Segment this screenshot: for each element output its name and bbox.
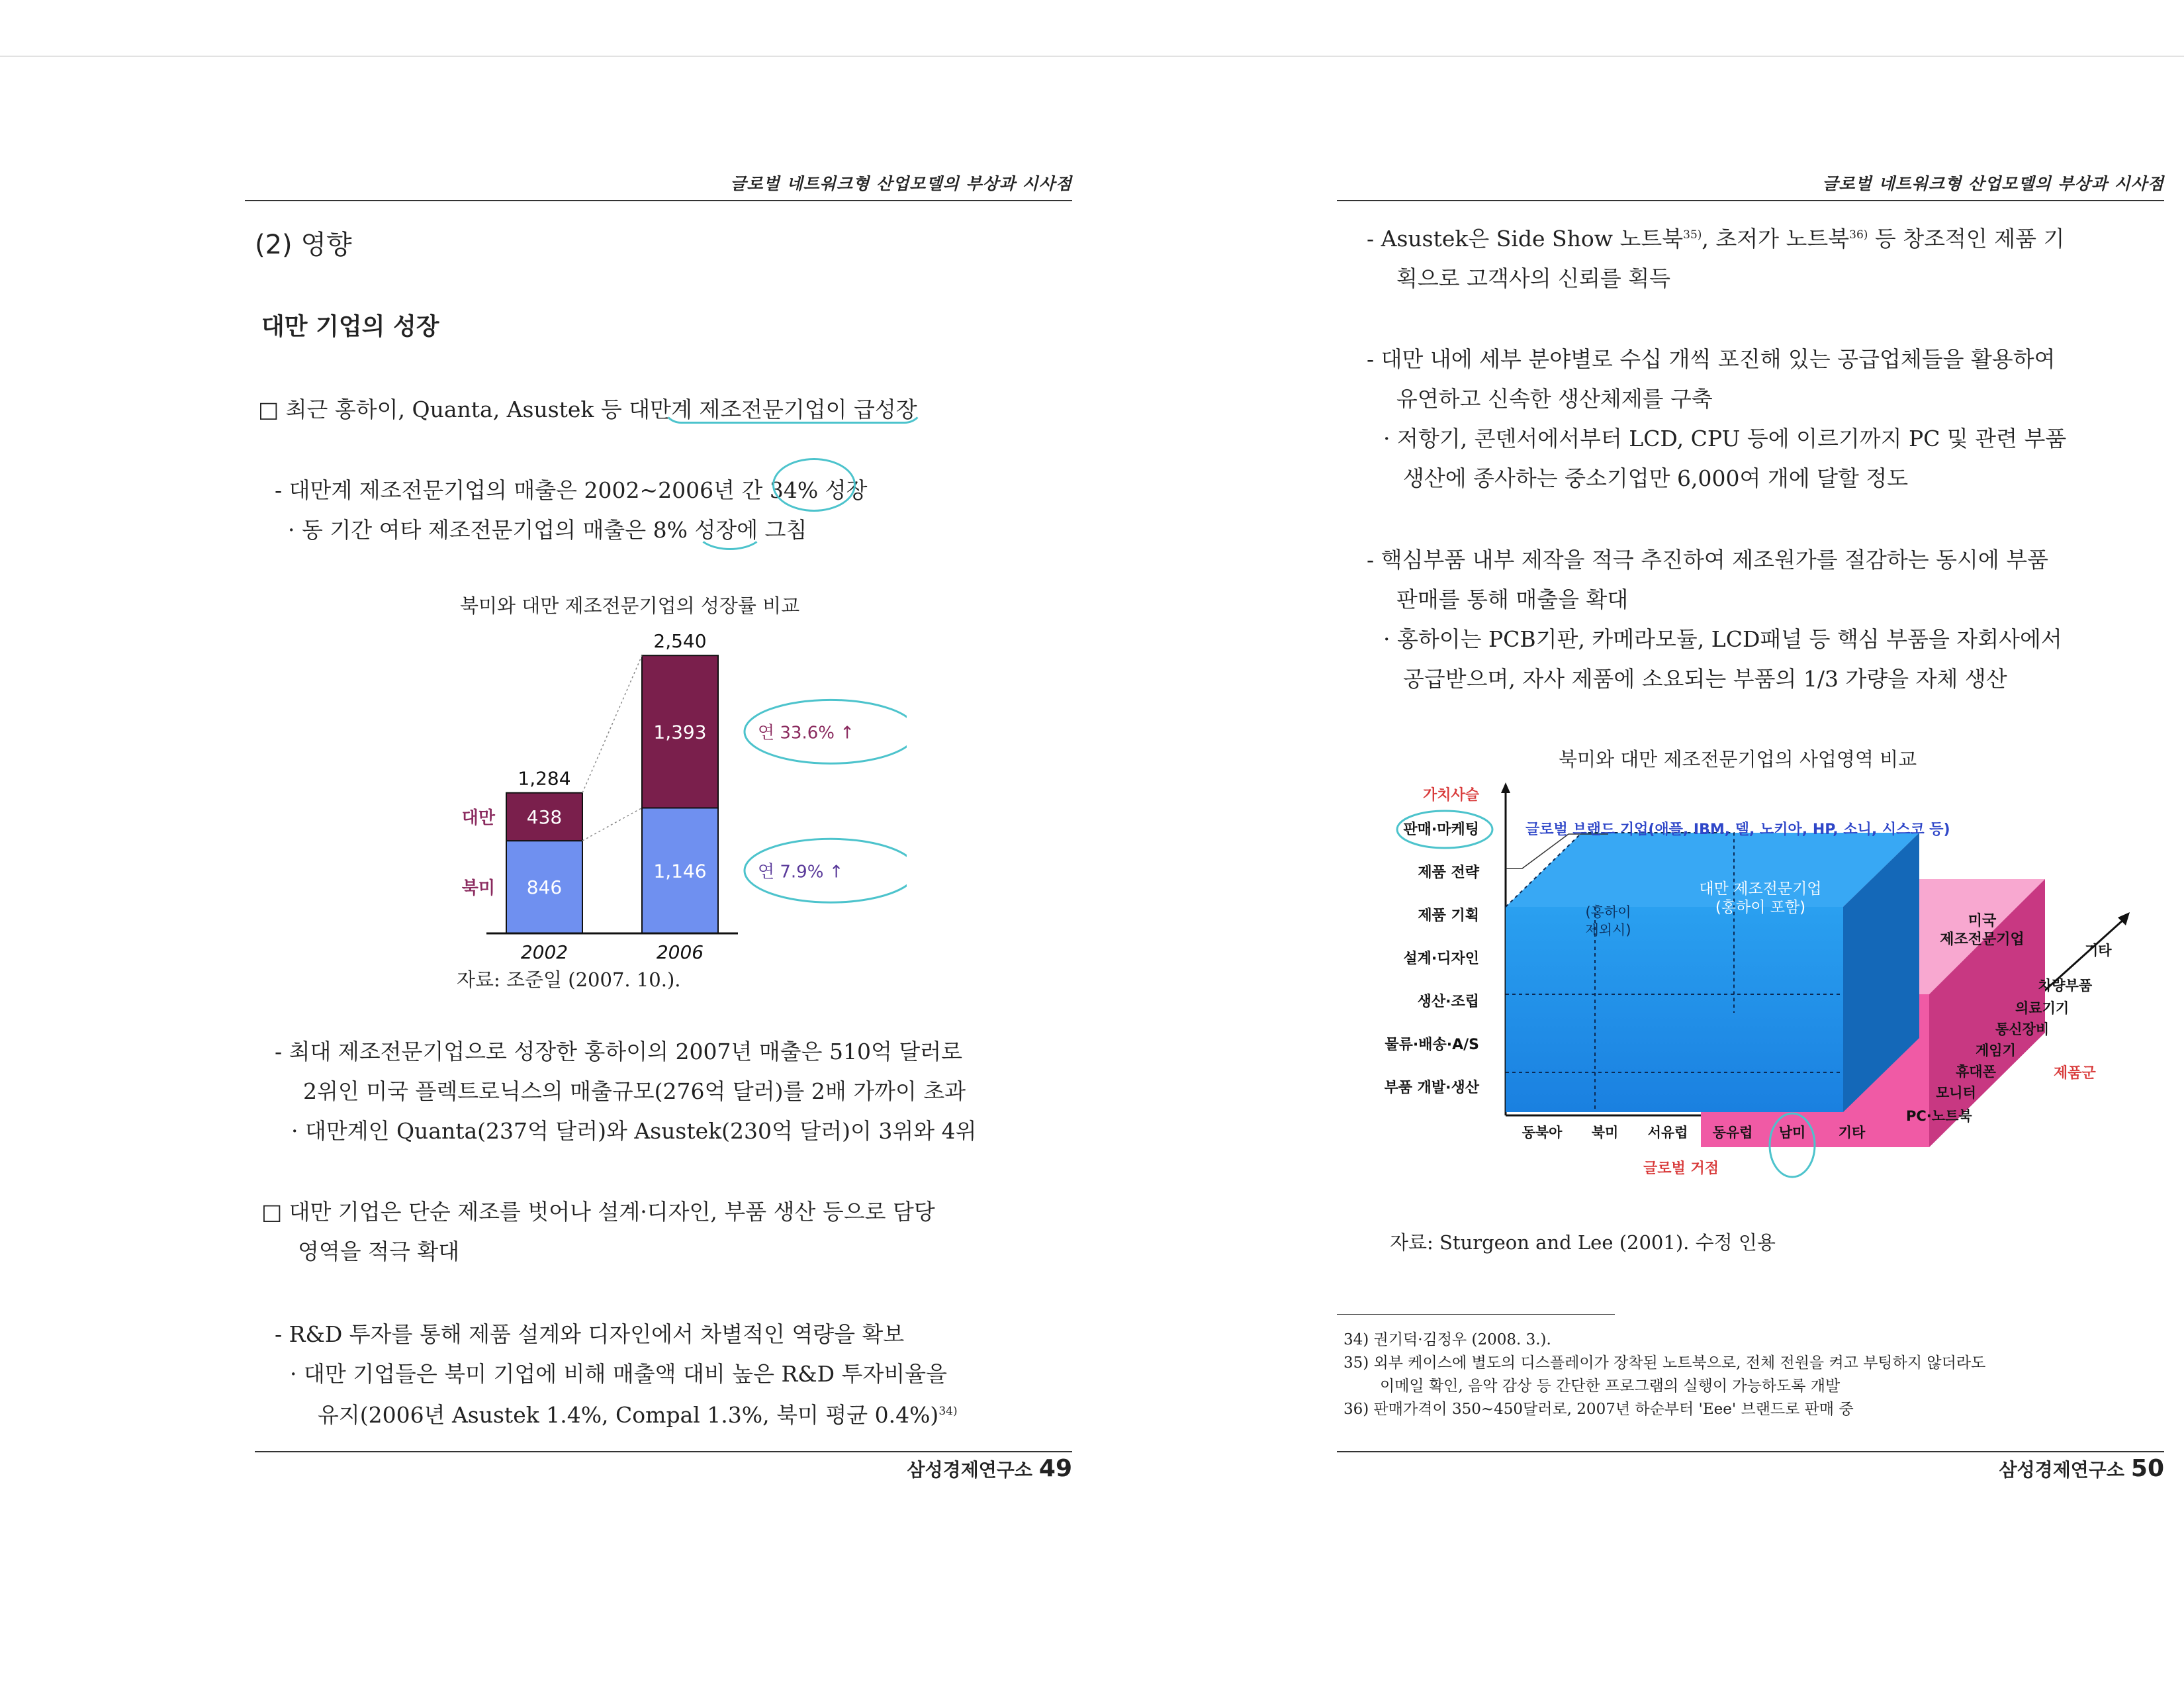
- ink-circle-34: [772, 458, 856, 512]
- taiwan-label: (홍하이 포함): [1715, 899, 1806, 916]
- footnote-rule: [1337, 1314, 1615, 1315]
- z-label: 휴대폰: [1956, 1064, 1996, 1080]
- x-label: 서유럽: [1647, 1125, 1688, 1141]
- total-label: 2,540: [653, 630, 707, 653]
- dot-paragraph: · 동 기간 여타 제조전문기업의 매출은 8% 성장에 그침: [288, 517, 807, 543]
- y-label: 판매·마케팅: [1403, 821, 1479, 838]
- paragraph-continuation: 유지(2006년 Asustek 1.4%, Compal 1.3%, 북미 평균 0.4%)$^{34)}$: [318, 1402, 958, 1428]
- dot-paragraph: · 홍하이는 PCB기판, 카메라모듈, LCD패널 등 핵심 부품을 자회사에서: [1383, 626, 2062, 652]
- running-header: 글로벌 네트워크형 산업모델의 부상과 시사점: [730, 174, 1072, 193]
- z-axis-title: 제품군: [2054, 1065, 2096, 1082]
- value-label-taiwan: 438: [526, 806, 563, 828]
- paragraph-continuation: 공급받으며, 자사 제품에 소요되는 부품의 1/3 가량을 자체 생산: [1403, 666, 2007, 692]
- dot-paragraph: · 대만 기업들은 북미 기업에 비해 매출액 대비 높은 R&D 투자비율을: [290, 1361, 948, 1387]
- page-footer: [1999, 1455, 2164, 1482]
- footnote: 이메일 확인, 음악 감상 등 간단한 프로그램의 실행이 가능하도록 개발: [1380, 1378, 1841, 1395]
- z-label: 모니터: [1936, 1085, 1976, 1101]
- dash-paragraph: - 핵심부품 내부 제작을 적극 추진하여 제조원가를 절감하는 동시에 부품: [1367, 547, 2049, 573]
- z-label: PC·노트북: [1906, 1108, 1972, 1124]
- paragraph-continuation: 생산에 종사하는 중소기업만 6,000여 개에 달할 정도: [1403, 465, 1909, 491]
- subsection-heading: 대만 기업의 성장: [261, 313, 439, 340]
- growth-label-taiwan: 연 33.6% ↑: [758, 723, 855, 743]
- footer-org: 삼성경제연구소: [907, 1459, 1032, 1481]
- y-label: 제품 기획: [1418, 908, 1479, 924]
- connector-line: [582, 808, 642, 841]
- y-label: 설계·디자인: [1403, 951, 1479, 967]
- header-rule: [245, 200, 1072, 201]
- footnote: 35) 외부 케이스에 별도의 디스플레이가 장착된 노트북으로, 전체 전원을 켜고 부팅하지 않더라도: [1343, 1354, 1986, 1372]
- honhai-label: 제외시): [1585, 922, 1631, 938]
- paragraph-continuation: 영역을 적극 확대: [298, 1239, 460, 1264]
- x-label: 북미: [1591, 1125, 1619, 1141]
- z-label: 의료기기: [2015, 1000, 2070, 1016]
- footnote-ref[interactable]: 36): [1849, 228, 1868, 242]
- brand-label: 글로벌 브랜드 기업(애플, IBM, 델, 노키아, HP, 소니, 시스코 등): [1525, 821, 1950, 838]
- paragraph-continuation: 유연하고 신속한 생산체제를 구축: [1396, 386, 1713, 412]
- value-label-north-america: 846: [526, 876, 563, 899]
- chart-title: 북미와 대만 제조전문기업의 성장률 비교: [460, 594, 800, 617]
- footnote-ref[interactable]: 35): [1683, 228, 1702, 242]
- dash-paragraph: - R&D 투자를 통해 제품 설계와 디자인에서 차별적인 역량을 확보: [275, 1321, 905, 1347]
- paragraph-continuation: 2위인 미국 플렉트로닉스의 매출규모(276억 달러)를 2배 가까이 초과: [303, 1078, 966, 1104]
- footer-rule: [1337, 1451, 2164, 1452]
- value-label-taiwan: 1,393: [653, 721, 707, 743]
- series-label-taiwan: 대만: [461, 808, 495, 828]
- ink-underline: [662, 385, 924, 424]
- value-label-north-america: 1,146: [653, 860, 707, 882]
- diagram-source: 자료: Sturgeon and Lee (2001). 수정 인용: [1390, 1231, 1776, 1254]
- category-label: 2002: [520, 941, 569, 963]
- series-label-north-america: 북미: [461, 878, 495, 899]
- y-axis-title: 가치사슬: [1422, 787, 1479, 804]
- page-right: [1337, 0, 2164, 1688]
- y-axis-arrow: [1501, 782, 1510, 793]
- page-left: [245, 0, 1072, 1688]
- ink-underline-8: [695, 510, 765, 550]
- running-header: 글로벌 네트워크형 산업모델의 부상과 시사점: [1822, 174, 2164, 193]
- growth-bar-chart: [443, 622, 907, 966]
- footnote: 34) 권기덕·김정우 (2008. 3.).: [1343, 1331, 1551, 1348]
- page-number: 49: [1038, 1455, 1072, 1482]
- footnote-ref[interactable]: 34): [938, 1405, 958, 1418]
- dot-paragraph: · 저항기, 콘덴서에서부터 LCD, CPU 등에 이르기까지 PC 및 관련 부품: [1383, 426, 2067, 451]
- us-label: 제조전문기업: [1940, 931, 2025, 948]
- bullet-paragraph: □ 최근 홍하이, Quanta, Asustek 등 대만계 제조전문기업이 급성장: [258, 397, 917, 422]
- taiwan-label: 대만 제조전문기업: [1699, 880, 1822, 898]
- dash-paragraph: - 대만계 제조전문기업의 매출은 2002~2006년 간 34% 성장: [275, 477, 868, 503]
- business-scope-diagram: [1350, 781, 2171, 1192]
- page-footer: [907, 1455, 1072, 1482]
- z-label: 기타: [2085, 943, 2112, 959]
- growth-label-north-america: 연 7.9% ↑: [758, 862, 844, 882]
- z-label: 게임기: [1976, 1043, 2016, 1058]
- paragraph-continuation: 획으로 고객사의 신뢰를 획득: [1396, 265, 1671, 291]
- total-label: 1,284: [518, 767, 571, 790]
- x-label: 동유럽: [1712, 1125, 1753, 1141]
- y-label: 제품 전략: [1418, 865, 1479, 881]
- dash-paragraph: - 대만 내에 세부 분야별로 수십 개씩 포진해 있는 공급업체들을 활용하여: [1367, 346, 2056, 372]
- us-label: 미국: [1968, 913, 1997, 929]
- connector-line: [582, 655, 642, 793]
- category-label: 2006: [656, 941, 704, 963]
- bullet-paragraph: □ 대만 기업은 단순 제조를 벗어나 설계·디자인, 부품 생산 등으로 담당: [261, 1199, 935, 1225]
- dash-paragraph: - Asustek은 Side Show 노트북$^{35)}$, 초저가 노트북$^{36)}$ 등 창조적인 제품 기: [1367, 226, 2065, 252]
- x-axis-title: 글로벌 거점: [1643, 1160, 1719, 1177]
- dash-paragraph: - 최대 제조전문기업으로 성장한 홍하이의 2007년 매출은 510억 달러로: [275, 1039, 962, 1064]
- section-heading: (2) 영향: [255, 230, 352, 260]
- x-label: 남미: [1778, 1125, 1806, 1141]
- y-label: 생산·조립: [1417, 994, 1479, 1010]
- chart-source: 자료: 조준일 (2007. 10.).: [457, 968, 681, 991]
- z-label: 통신장비: [1995, 1021, 2050, 1037]
- y-label: 물류·배송·A/S: [1385, 1037, 1479, 1053]
- footer-rule: [255, 1451, 1072, 1452]
- footer-org: 삼성경제연구소: [1999, 1459, 2124, 1481]
- z-label: 차량부품: [2038, 978, 2093, 994]
- x-label: 동북아: [1522, 1125, 1563, 1141]
- page-number: 50: [2130, 1455, 2164, 1482]
- honhai-label: (홍하이: [1585, 904, 1631, 920]
- dot-paragraph: · 대만계인 Quanta(237억 달러)와 Asustek(230억 달러)이 3위와 4위: [291, 1118, 977, 1144]
- diagram-title: 북미와 대만 제조전문기업의 사업영역 비교: [1559, 748, 1917, 771]
- paragraph-continuation: 판매를 통해 매출을 확대: [1396, 586, 1629, 612]
- taiwan-block-front: [1506, 907, 1843, 1112]
- header-rule: [1337, 200, 2164, 201]
- y-label: 부품 개발·생산: [1384, 1080, 1479, 1096]
- x-label: 기타: [1838, 1125, 1866, 1141]
- footnote: 36) 판매가격이 350~450달러로, 2007년 하순부터 'Eee' 브랜드로 판매 중: [1343, 1401, 1854, 1418]
